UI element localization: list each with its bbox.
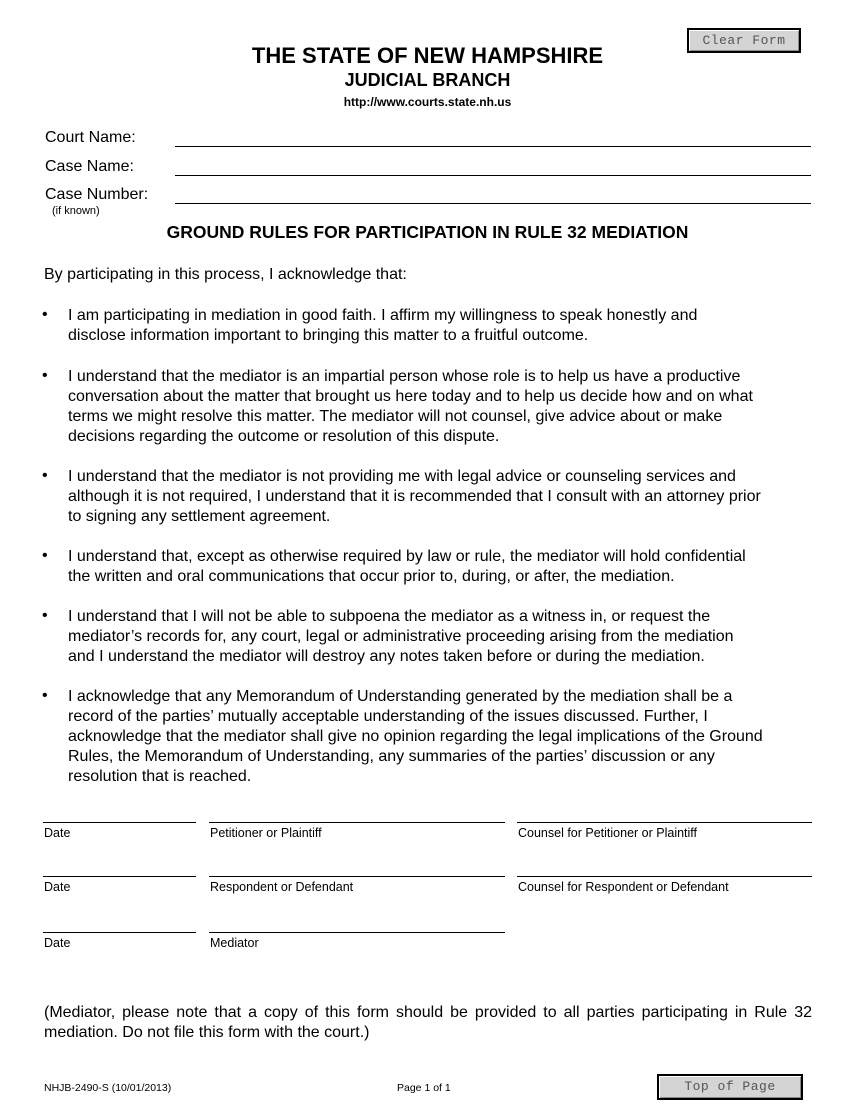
date-signature-line-2[interactable]	[43, 876, 196, 877]
bullet-marker: •	[42, 306, 48, 323]
bullet-marker: •	[42, 607, 48, 624]
counsel-petitioner-label: Counsel for Petitioner or Plaintiff	[518, 826, 698, 840]
bullet-impartial-mediator: I understand that the mediator is an impartial person whose role is to help us have a productive conversation about the matter that brought us here today and to help us decide how and on what terms we might resolve this matter. The mediator will not counsel, give advice about or make decisions regarding the outcome or resolution of this dispute.	[68, 368, 753, 445]
date-label-1: Date	[44, 826, 71, 840]
counsel-respondent-signature-line[interactable]	[517, 876, 812, 877]
clear-form-button[interactable]: Clear Form	[687, 28, 801, 53]
case-number-label: Case Number:	[45, 186, 149, 203]
intro-text: By participating in this process, I acknowledge that:	[44, 266, 407, 283]
bullet-marker: •	[42, 687, 48, 704]
bullet-marker: •	[42, 547, 48, 564]
respondent-signature-line[interactable]	[209, 876, 505, 877]
case-number-field[interactable]	[175, 202, 811, 204]
bullet-good-faith: I am participating in mediation in good faith. I affirm my willingness to speak honestly and disclose information important to bringing this matter to a fruitful outcome.	[68, 307, 698, 344]
date-signature-line-1[interactable]	[43, 822, 196, 823]
mediator-signature-line[interactable]	[209, 932, 505, 933]
court-name-label: Court Name:	[45, 129, 136, 146]
court-url[interactable]: http://www.courts.state.nh.us	[343, 95, 512, 109]
court-name-field[interactable]	[175, 145, 811, 147]
form-id: NHJB-2490-S (10/01/2013)	[44, 1082, 172, 1094]
date-label-3: Date	[44, 936, 71, 950]
branch-title: JUDICIAL BRANCH	[344, 70, 511, 90]
bullet-no-subpoena: I understand that I will not be able to subpoena the mediator as a witness in, or request the mediator’s records for, any court, legal or administrative proceeding arising from the mediation and I understand the mediator will destroy any notes taken before or during the mediation.	[68, 608, 734, 665]
mediator-note: (Mediator, please note that a copy of this form should be provided to all parties participating in Rule 32 mediation. Do not file this form with the court.)	[44, 1004, 812, 1041]
state-title: THE STATE OF NEW HAMPSHIRE	[251, 43, 604, 68]
petitioner-label: Petitioner or Plaintiff	[210, 826, 322, 840]
bullet-marker: •	[42, 467, 48, 484]
mediator-label: Mediator	[210, 936, 259, 950]
bullet-memorandum: I acknowledge that any Memorandum of Understanding generated by the mediation shall be a record of the parties’ mutually acceptable understanding of the issues discussed. Further, I acknowledge that the mediator shall give no opinion regarding the legal implications of the Ground Rules, the Memorandum of Understanding, any summaries of the parties’ discussion or any resolution that is reached.	[68, 688, 763, 785]
date-label-2: Date	[44, 880, 71, 894]
bullet-no-legal-advice: I understand that the mediator is not providing me with legal advice or counseling services and although it is not required, I understand that it is recommended that I consult with an attorney prior to signing any settlement agreement.	[68, 468, 761, 525]
if-known-note: (if known)	[52, 205, 100, 217]
respondent-label: Respondent or Defendant	[210, 880, 354, 894]
top-of-page-button[interactable]: Top of Page	[657, 1074, 803, 1100]
bullet-confidentiality: I understand that, except as otherwise required by law or rule, the mediator will hold confidential the written and oral communications that occur prior to, during, or after, the mediation.	[68, 548, 746, 585]
case-name-field[interactable]	[175, 174, 811, 176]
petitioner-signature-line[interactable]	[209, 822, 505, 823]
date-signature-line-3[interactable]	[43, 932, 196, 933]
case-name-label: Case Name:	[45, 158, 134, 175]
page-number: Page 1 of 1	[397, 1082, 451, 1094]
counsel-petitioner-signature-line[interactable]	[517, 822, 812, 823]
counsel-respondent-label: Counsel for Respondent or Defendant	[518, 880, 729, 894]
document-title: GROUND RULES FOR PARTICIPATION IN RULE 32 MEDIATION	[166, 222, 689, 242]
bullet-marker: •	[42, 367, 48, 384]
